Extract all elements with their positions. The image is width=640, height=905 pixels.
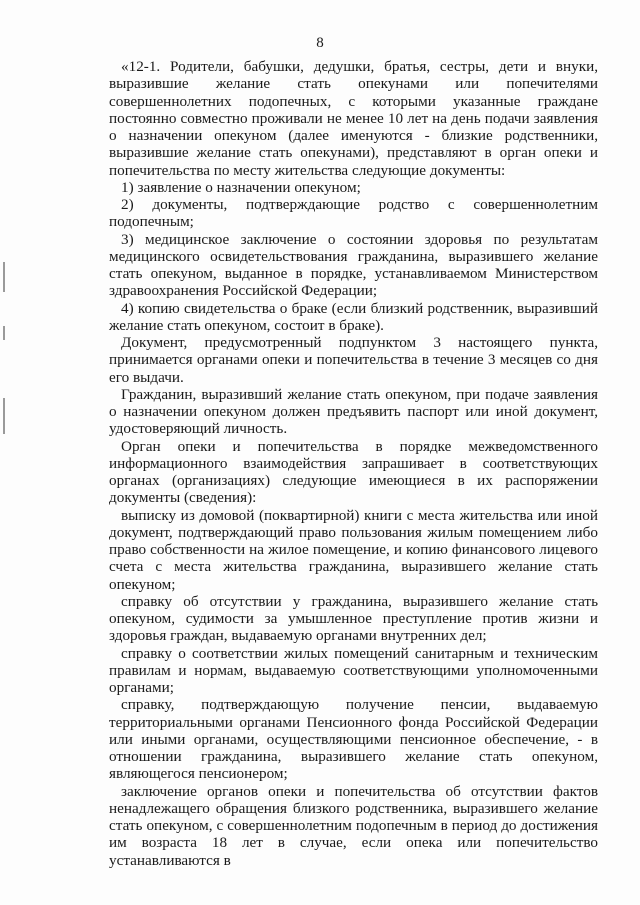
paragraph: «12-1. Родители, бабушки, дедушки, братья, сестры, дети и внуки, выразившие желание стать опекунами или попечителями совершеннолетних подопечных, с которыми указанные граждане постоянно совместно проживали не менее 10 лет на день подачи заявления о назначении опекуном (далее именуются - близкие родственники, выразившие желание стать опекунами), представляют в орган опеки и попечительства по месту жительства следующие документы: [109, 58, 598, 179]
paragraph: Документ, предусмотренный подпунктом 3 настоящего пункта, принимается органами опеки и попечительства в течение 3 месяцев со дня его выдачи. [109, 334, 598, 386]
page-number: 8 [316, 35, 324, 51]
paragraph: справку о соответствии жилых помещений санитарным и техническим правилам и нормам, выдаваемую соответствующими уполномоченными органами; [109, 644, 598, 696]
paragraph: заключение органов опеки и попечительства об отсутствии фактов ненадлежащего обращения близкого родственника, выразившего желание стать опекуном, с совершеннолетним подопечным в период до достижения им возраста 18 лет в случае, если опека или попечительство устанавливаются в [109, 782, 598, 869]
paragraph: 3) медицинское заключение о состоянии здоровья по результатам медицинского освидетельствования гражданина, выразившего желание стать опекуном, выданное в порядке, устанавливаемом Министерством здравоохранения Российской Федерации; [109, 230, 598, 300]
paragraph: выписку из домовой (поквартирной) книги с места жительства или иной документ, подтверждающий право пользования жилым помещением либо право собственности на жилое помещение, и копию финансового лицевого счета с места жительства гражданина, выразившего желание стать опекуном; [109, 506, 598, 593]
document-body [109, 58, 598, 869]
paragraph: справку об отсутствии у гражданина, выразившего желание стать опекуном, судимости за умышленное преступление против жизни и здоровья граждан, выдаваемую органами внутренних дел; [109, 592, 598, 645]
scan-edge-mark [3, 262, 5, 292]
scan-edge-mark [3, 398, 5, 434]
paragraph: справку, подтверждающую получение пенсии, выдаваемую территориальными органами Пенсионного фонда Российской Федерации или иными органами, осуществляющими пенсионное обеспечение, - в отношении гражданина, выразившего желание стать опекуном, являющегося пенсионером; [109, 696, 598, 783]
paragraph: 1) заявление о назначении опекуном; [121, 178, 361, 196]
paragraph: 4) копию свидетельства о браке (если близкий родственник, выразивший желание стать опекуном, состоит в браке). [109, 299, 598, 334]
paragraph: Гражданин, выразивший желание стать опекуном, при подаче заявления о назначении опекуном должен предъявить паспорт или иной документ, удостоверяющий личность. [109, 385, 598, 438]
scan-edge-mark [3, 326, 5, 340]
paragraph: Орган опеки и попечительства в порядке межведомственного информационного взаимодействия запрашивает в соответствующих органах (организациях) следующие имеющиеся в их распоряжении документы (сведения): [109, 437, 598, 507]
paragraph: 2) документы, подтверждающие родство с совершеннолетним подопечным; [109, 196, 598, 231]
